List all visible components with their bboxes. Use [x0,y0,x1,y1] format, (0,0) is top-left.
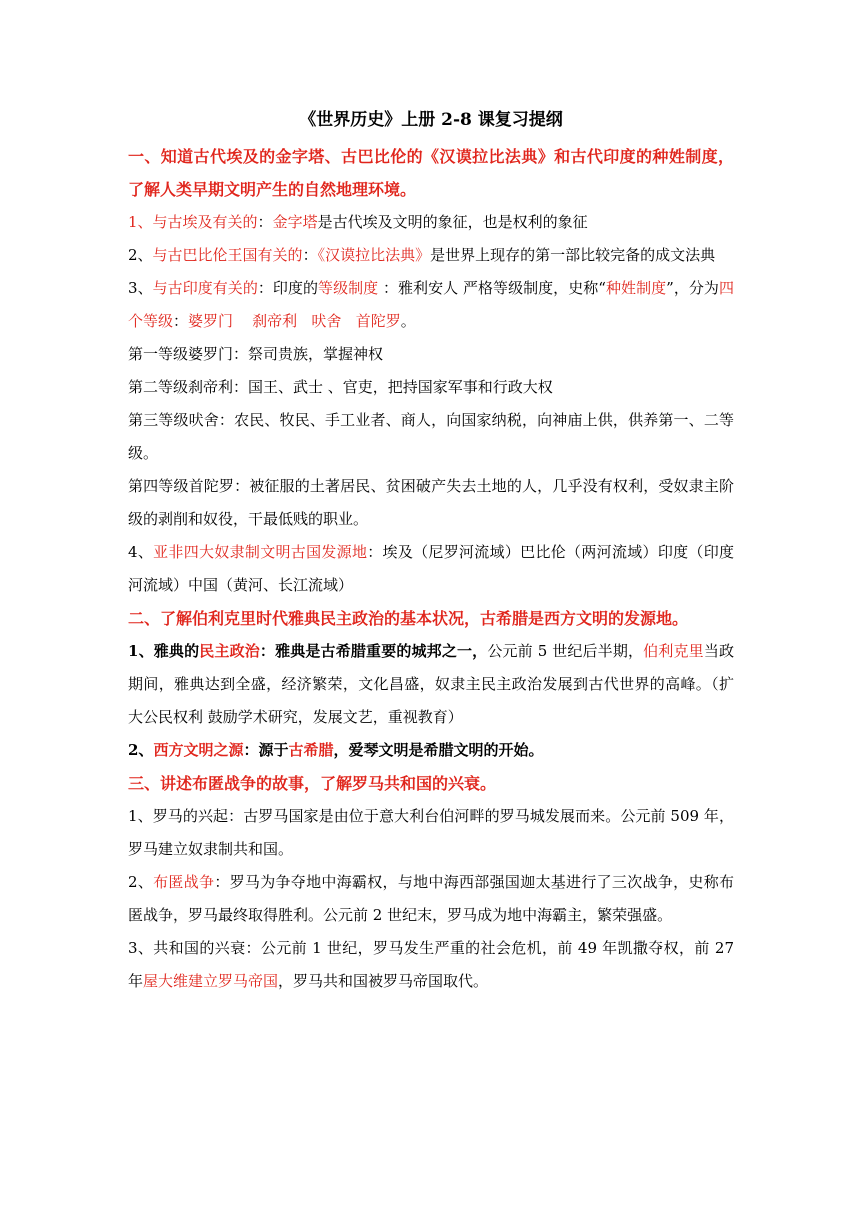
s3-p2-num: 2、 [128,873,154,891]
s2-paragraph-1 [128,635,734,734]
s3-p3-text-1: 3、共和国的兴衰：公元前 1 世纪，罗马发生严重的社会危机，前 49 年凯撒夺权，前 27 年 [128,939,734,990]
s1-p3-text-1: ：印度的 [257,279,319,297]
s1-p8-label: 亚非四大奴隶制文明古国发源地 [153,543,368,561]
s1-p2-num: 2、 [128,246,153,264]
s2-p2-keyword-2: 古希腊 [288,741,334,759]
s3-p3-text-2: ，罗马共和国被罗马帝国取代。 [278,972,489,990]
s1-p3-keyword-3: 四个等级 [128,279,734,330]
s2-p1-label: 1、雅典的 [128,642,200,660]
s1-paragraph-2 [128,239,734,272]
s1-paragraph-7: 第四等级首陀罗：被征服的土著居民、贫困破产失去土地的人，几乎没有权利，受奴隶主阶级的剥削和奴役，干最低贱的职业。 [128,477,734,528]
s1-p3-keyword-4: 婆罗门 刹帝利 吠舍 首陀罗 [188,312,401,330]
s2-p2-text-1: ：源于 [243,741,289,759]
s1-p2-label: 与古巴比伦王国有关的 [152,246,303,264]
s1-p3-text-5: 。 [400,312,416,330]
s2-p1-keyword-1: 民主政治 [199,642,260,660]
section-3-heading: 三、讲述布匿战争的故事，了解罗马共和国的兴衰。 [128,774,497,793]
s2-p2-keyword-1: 西方文明之源 [153,741,244,759]
section-1-heading: 一、知道古代埃及的金字塔、古巴比伦的《汉谟拉比法典》和古代印度的种姓制度， 了解人类早期文明产生的自然地理环境。 [128,147,734,199]
s3-p2-text: ：罗马为争夺地中海霸权，与地中海西部强国迦太基进行了三次战争，史称布匿战争，罗马最终取得胜利。公元前 2 世纪末，罗马成为地中海霸主，繁荣强盛。 [128,873,734,924]
s1-p1-text: 是古代埃及文明的象征，也是权利的象征 [317,213,588,231]
s1-p3-num: 3、 [128,279,153,297]
s2-p2-num: 2、 [128,741,154,759]
document-content [128,104,734,998]
s1-p1-keyword: 金字塔 [272,213,318,231]
document-title: 《世界历史》上册 2-8 课复习提纲 [299,110,563,130]
s1-paragraph-8 [128,536,734,602]
s1-p2-text: 是世界上现存的第一部比较完备的成文法典 [430,246,716,264]
s1-paragraph-4: 第一等级婆罗门：祭司贵族，掌握神权 [128,345,384,363]
s1-p3-text-2: ：雅利安人 严格等级制度，史称“ [378,279,606,297]
s1-p3-label: 与古印度有关的 [152,279,258,297]
s2-p2-text-2: ，爱琴文明是希腊文明的开始。 [333,741,544,759]
s2-p1-text-3: 当政期间，雅典达到全盛，经济繁荣，文化昌盛，奴隶主民主政治发展到古代世界的高峰。（扩大公民权利 鼓励学术研究，发展文艺，重视教育） [128,642,734,726]
s3-p2-keyword: 布匿战争 [153,873,215,891]
s1-paragraph-1 [128,206,734,239]
s1-paragraph-3 [128,272,734,338]
section-2-heading: 二、了解伯利克里时代雅典民主政治的基本状况，古希腊是西方文明的发源地。 [128,609,689,628]
s1-paragraph-6: 第三等级吠舍：农民、牧民、手工业者、商人，向国家纳税，向神庙上供，供养第一、二等级。 [128,411,734,462]
s1-p8-num: 4、 [128,543,154,561]
s1-p3-keyword-1: 等级制度 [318,279,379,297]
s1-p8-text: ：埃及（尼罗河流域）巴比伦（两河流域）印度（印度河流域）中国（黄河、长江流域） [128,543,734,594]
s1-p3-keyword-2: 种姓制度 [605,279,667,297]
s2-p1-text-2: 公元前 5 世纪后半期， [487,642,644,660]
s1-p1-label: 1、与古埃及有关的 [128,213,258,231]
s3-paragraph-1: 1、罗马的兴起：古罗马国家是由位于意大利台伯河畔的罗马城发展而来。公元前 509 年，罗马建立奴隶制共和国。 [128,807,734,858]
s1-p3-text-4: ： [173,312,189,330]
s2-p1-keyword-2: 伯利克里 [643,642,704,660]
s2-paragraph-2 [128,734,734,767]
s1-p3-text-3: ”，分为 [666,279,719,297]
s3-paragraph-3 [128,932,734,998]
s1-p1-colon: ： [257,213,273,231]
s3-paragraph-2 [128,866,734,932]
s2-p1-text-1: ：雅典是古希腊重要的城邦之一， [259,642,488,660]
s1-p2-colon: ： [302,246,318,264]
s3-p3-keyword: 屋大维建立罗马帝国 [143,972,279,990]
s1-p2-keyword: 《汉谟拉比法典》 [317,246,431,264]
s1-paragraph-5: 第二等级刹帝利：国王、武士 、官吏，把持国家军事和行政大权 [128,378,553,396]
